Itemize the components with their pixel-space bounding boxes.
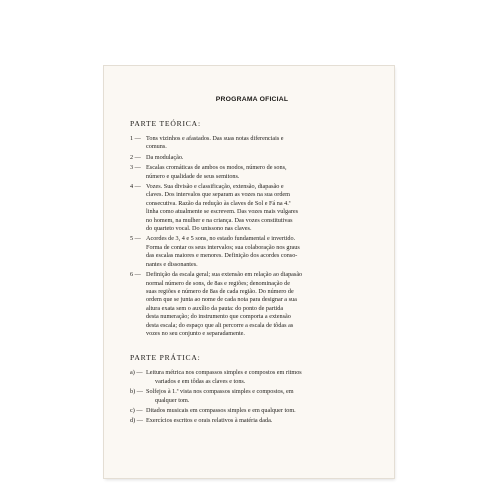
item-line: número e qualidade de seus semitons.: [146, 172, 240, 180]
item-line: das escalas maiores e menores. Definição dos acordes conso-: [146, 252, 298, 260]
item-text: [146, 154, 374, 162]
item-number: b) —: [130, 388, 143, 396]
pratica-item: [130, 407, 374, 415]
item-line: altura exata sem o auxílio da pauta: do ponto de partida: [146, 304, 284, 312]
item-line: do quarteto vocal. Do unissono nas claves.: [146, 225, 252, 233]
document-title: PROGRAMA OFICIAL: [215, 96, 289, 103]
item-line: Forma de contar os seus intervalos; sua colaboração nos graus: [146, 243, 300, 251]
pratica-item: [130, 369, 374, 386]
pratica-list: [130, 369, 374, 425]
item-number: 1 —: [130, 135, 141, 142]
item-number: c) —: [130, 406, 143, 414]
item-line: Exercícios escritos e orais relativos à matéria dada.: [146, 417, 273, 425]
teorica-item: [130, 271, 374, 338]
document-page: [104, 66, 394, 478]
item-line: desta escala; do espaço que ali percorre a escala de tôdas as: [146, 321, 294, 329]
item-line: desta numeração; do instrumento que comporta a extensão: [146, 313, 291, 321]
item-line: Leitura métrica nos compassos simples e compostos em ritmos: [146, 369, 302, 377]
item-line: Ditados musicais em compassos simples e em qualquer tom.: [146, 406, 296, 414]
item-number: 6 —: [130, 271, 141, 279]
item-number: 5 —: [130, 235, 141, 243]
item-line: suas regiões e número de 8as de cada região. Do número de: [146, 287, 294, 295]
item-line: nantes e dissonantes.: [146, 260, 198, 268]
item-number: 4 —: [130, 183, 141, 191]
item-line: consecutiva. Razão da redução às claves de Sol e Fá na 4.ª: [146, 199, 291, 207]
item-line: ordem que se junta ao nome de cada nota para designar a sua: [146, 296, 297, 304]
item-text: [146, 417, 374, 425]
pratica-item: [130, 417, 374, 425]
item-line: claves. Dos intervalos que separam as vozes na sua ordem: [146, 191, 290, 199]
item-line: vozes no seu conjunto e separadamente.: [146, 329, 245, 337]
item-line: Tons vizinhos e afastados. Das suas notas diferenciais e: [146, 135, 284, 142]
item-line: Definição da escala geral; sua extensão em relação ao diapasão: [146, 271, 303, 279]
item-text: [146, 183, 374, 233]
teorica-list: [130, 135, 374, 338]
item-text: [146, 369, 374, 386]
item-line: no homem, na mulher e na criança. Das vozes constitutivas: [146, 216, 293, 224]
item-line: Escalas cromáticas de ambos os modos, número de sons,: [146, 164, 287, 172]
item-text: [146, 235, 374, 269]
teorica-item: [130, 235, 374, 269]
item-text: [146, 135, 374, 152]
item-text: [146, 271, 374, 338]
item-line: Vozes. Sua divisão e classificação, extensão, diapasão e: [146, 183, 284, 191]
section-heading-teorica: PARTE TEÓRICA:: [130, 119, 201, 128]
teorica-item: [130, 135, 374, 152]
item-number: 3 —: [130, 164, 141, 172]
item-line: Da modulação.: [146, 153, 184, 161]
item-text: [146, 407, 374, 415]
item-line: qualquer tom.: [155, 396, 190, 404]
item-line: comuns.: [146, 143, 167, 151]
teorica-item: [130, 164, 374, 181]
item-line: Solfejos à 1.ª vista nos compassos simples e compostos, em: [146, 388, 294, 396]
item-number: d) —: [130, 417, 143, 425]
item-line: linha como atualmente se escrevem. Das vozes mais vulgares: [146, 208, 299, 216]
item-line: Acordes de 3, 4 e 5 sons, no estado fundamental e invertido.: [146, 235, 296, 243]
item-number: 2 —: [130, 153, 141, 161]
item-line: normal número de sons, de 8as e regiões; denominação de: [146, 279, 290, 287]
teorica-item: [130, 183, 374, 233]
item-text: [146, 388, 374, 405]
item-number: a) —: [130, 369, 143, 377]
section-heading-pratica: PARTE PRÁTICA:: [130, 353, 201, 363]
item-line: variados e em tôdas as claves e tons.: [155, 377, 246, 385]
pratica-item: [130, 388, 374, 405]
item-text: [146, 164, 374, 181]
teorica-item: [130, 154, 374, 162]
